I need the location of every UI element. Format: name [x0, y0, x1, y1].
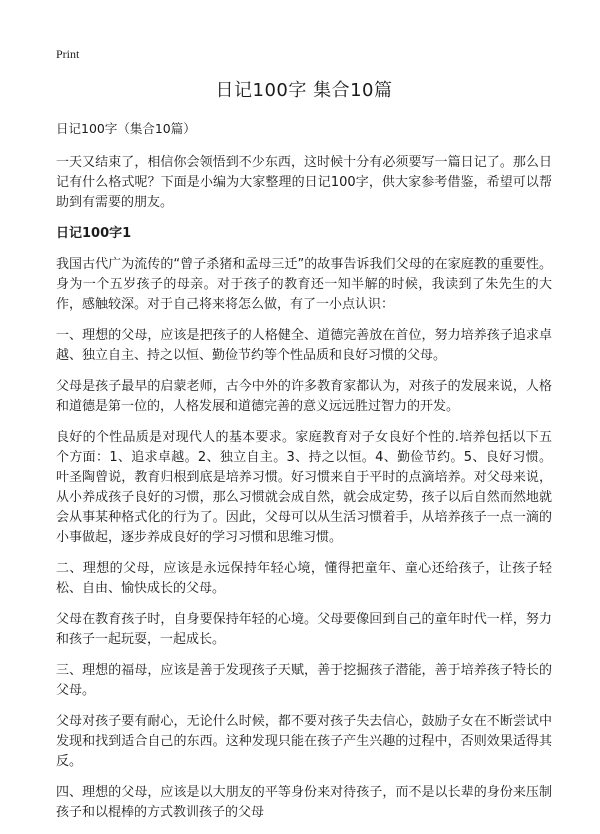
paragraph-7: 三、理想的福母，应该是善于发现孩子天赋，善于挖掘孩子潜能，善于培养孩子特长的父母。 — [56, 663, 552, 698]
paragraph-2: 一、理想的父母，应该是把孩子的人格健全、道德完善放在首位，努力培养孩子追求卓越、独立自主、持之以恒、勤俭节约等个性品质和良好习惯的父母。 — [56, 328, 552, 363]
document-body — [56, 78, 552, 834]
paragraph-9: 四、理想的父母，应该是以大朋友的平等身份来对待孩子，而不是以长辈的身份来压制孩子和以棍棒的方式教训孩子的父母 — [56, 785, 552, 820]
paragraph-1: 我国古代广为流传的“曾子杀猪和孟母三迁”的故事告诉我们父母的在家庭教的重要性。身为一个五岁孩子的母亲。对于孩子的教育还一知半解的时候，我读到了朱先生的大作，感触较深。对于自己将来将怎么做，有了一小点认识： — [56, 257, 552, 312]
section-heading: 日记100字1 — [56, 226, 132, 241]
paragraph-3: 父母是孩子最早的启蒙老师，古今中外的许多教育家都认为，对孩子的发展来说，人格和道德是第一位的，人格发展和道德完善的意义远远胜过智力的开发。 — [56, 379, 552, 414]
document-subtitle: 日记100字（集合10篇） — [56, 121, 196, 136]
intro-paragraph: 一天又结束了，相信你会领悟到不少东西，这时候十分有必须要写一篇日记了。那么日记有什么格式呢？下面是小编为大家整理的日记100字，供大家参考借鉴，希望可以帮助到有需要的朋友。 — [56, 155, 552, 210]
page-title: 日记100字 集合10篇 — [215, 80, 393, 101]
paragraph-4: 良好的个性品质是对现代人的基本要求。家庭教育对子女良好个性的.培养包括以下五个方面：1、追求卓越。2、独立自主。3、持之以恒。4、勤俭节约。5、良好习惯。叶圣陶曾说，教育归根到底是培养习惯。好习惯来自于平时的点滴培养。对父母来说，从小养成孩子良好的习惯，那么习惯就会成自然，就会成定势，孩子以后自然而然地就会从事某种格式化的行为了。因此，父母可以从生活习惯着手，从培养孩子一点一滴的小事做起，逐步养成良好的学习习惯和思维习惯。 — [56, 430, 552, 545]
paragraph-8: 父母对孩子要有耐心，无论什么时候，都不要对孩子失去信心，鼓励子女在不断尝试中发现和找到适合自己的东西。这种发现只能在孩子产生兴趣的过程中，否则效果适得其反。 — [56, 714, 552, 769]
paragraph-6: 父母在教育孩子时，自身要保持年轻的心境。父母要像回到自己的童年时代一样，努力和孩子一起玩耍，一起成长。 — [56, 612, 552, 647]
print-link[interactable]: Print — [56, 47, 80, 61]
paragraph-5: 二、理想的父母，应该是永远保持年轻心境，懂得把童年、童心还给孩子，让孩子轻松、自由、愉快成长的父母。 — [56, 561, 552, 596]
